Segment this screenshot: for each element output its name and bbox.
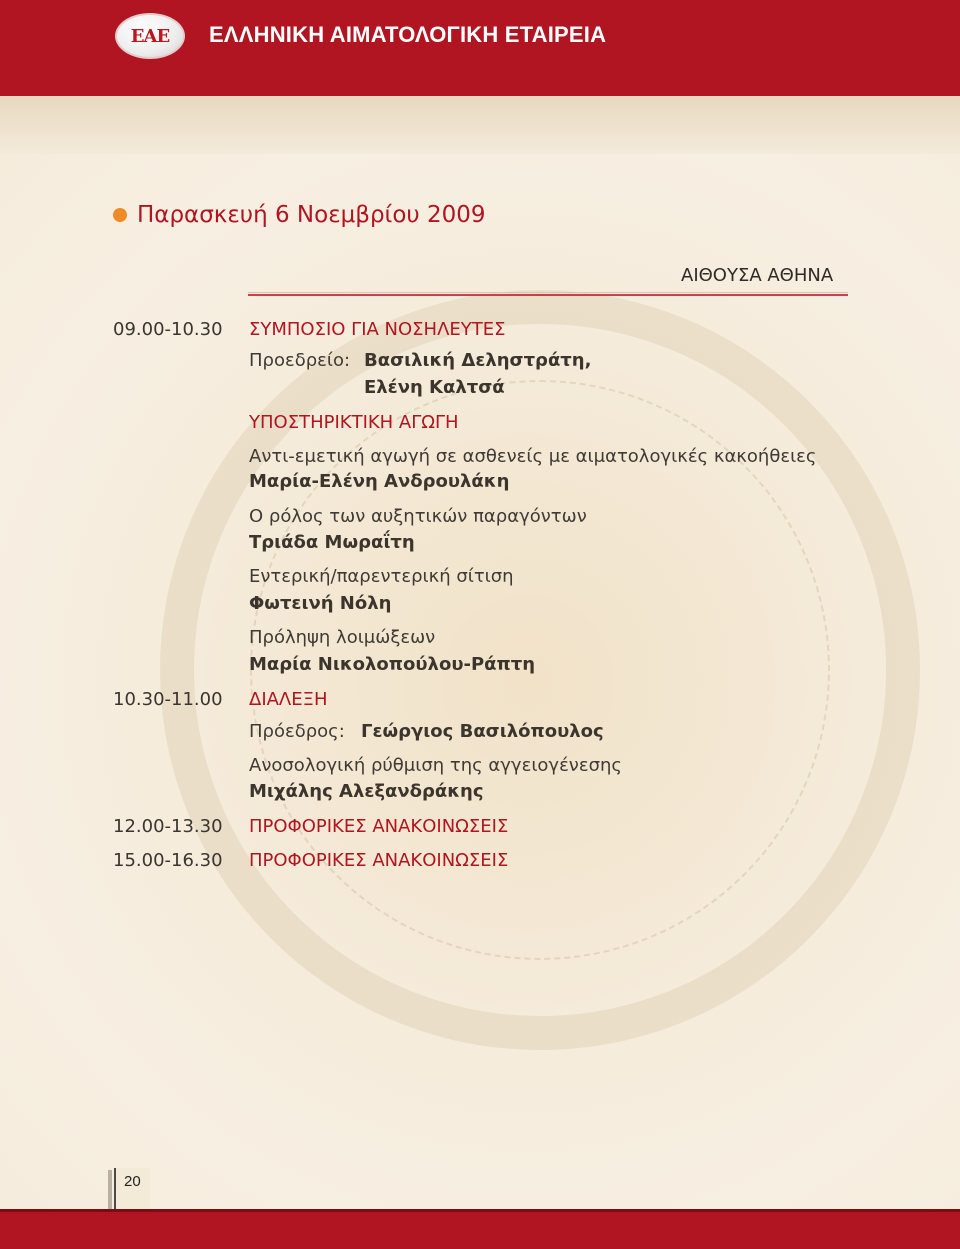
talk-title: Αντι-εμετική αγωγή σε ασθενείς με αιματολογικές κακοήθειες: [249, 446, 817, 467]
talk-title: Πρόληψη λοιμώξεων: [249, 627, 436, 648]
society-name: ΕΛΛΗΝΙΚΗ ΑΙΜΑΤΟΛΟΓΙΚΗ ΕΤΑΙΡΕΙΑ: [209, 22, 607, 47]
bullet-icon: [113, 208, 127, 222]
session-title: ΠΡΟΦΟΡΙΚΕΣ ΑΝΑΚΟΙΝΩΣΕΙΣ: [249, 816, 509, 837]
session-time: 09.00-10.30: [113, 319, 223, 340]
talk-speaker: Τριάδα Μωραΐτη: [249, 532, 415, 553]
footer-bar: [0, 1212, 960, 1249]
chair-name: Γεώργιος Βασιλόπουλος: [361, 721, 604, 742]
talk-title: Εντερική/παρεντερική σίτιση: [249, 566, 514, 587]
talk-speaker: Μαρία Νικολοπούλου-Ράπτη: [249, 654, 536, 675]
talk-title: Ο ρόλος των αυξητικών παραγόντων: [249, 506, 587, 527]
room-name: ΑΙΘΟΥΣΑ ΑΘΗΝΑ: [681, 265, 834, 286]
header-bar: [0, 0, 960, 96]
talk-speaker: Μαρία-Ελένη Ανδρουλάκη: [249, 471, 510, 492]
day-heading: [113, 202, 486, 228]
session-time: 10.30-11.00: [113, 689, 223, 710]
session-title: ΣΥΜΠΟΣΙΟ ΓΙΑ ΝΟΣΗΛΕΥΤΕΣ: [249, 319, 506, 340]
session-time: 15.00-16.30: [113, 850, 223, 871]
room-divider-highlight: [248, 292, 848, 293]
page-number-tab-shadow: [108, 1170, 112, 1214]
talk-speaker: Μιχάλης Αλεξανδράκης: [249, 781, 484, 802]
chair-name: Ελένη Καλτσά: [364, 377, 505, 398]
logo-lettering: ΕΑΕ: [130, 25, 170, 47]
page-number: 20: [124, 1173, 141, 1190]
chair-label: Προεδρείο:: [249, 350, 351, 371]
session-subtitle: ΥΠΟΣΤΗΡΙΚΤΙΚΗ ΑΓΩΓΗ: [249, 412, 459, 433]
day-date: Παρασκευή 6 Νοεμβρίου 2009: [137, 202, 486, 228]
chair-name: Βασιλική Δεληστράτη,: [364, 350, 592, 371]
society-logo: [115, 13, 185, 59]
header-shadow: [0, 96, 960, 154]
session-title: ΠΡΟΦΟΡΙΚΕΣ ΑΝΑΚΟΙΝΩΣΕΙΣ: [249, 850, 509, 871]
room-divider: [248, 294, 848, 296]
session-title: ΔΙΑΛΕΞΗ: [249, 689, 328, 710]
chair-label: Πρόεδρος:: [249, 721, 345, 742]
talk-title: Ανοσολογική ρύθμιση της αγγειογένεσης: [249, 755, 622, 776]
talk-speaker: Φωτεινή Νόλη: [249, 593, 392, 614]
session-time: 12.00-13.30: [113, 816, 223, 837]
